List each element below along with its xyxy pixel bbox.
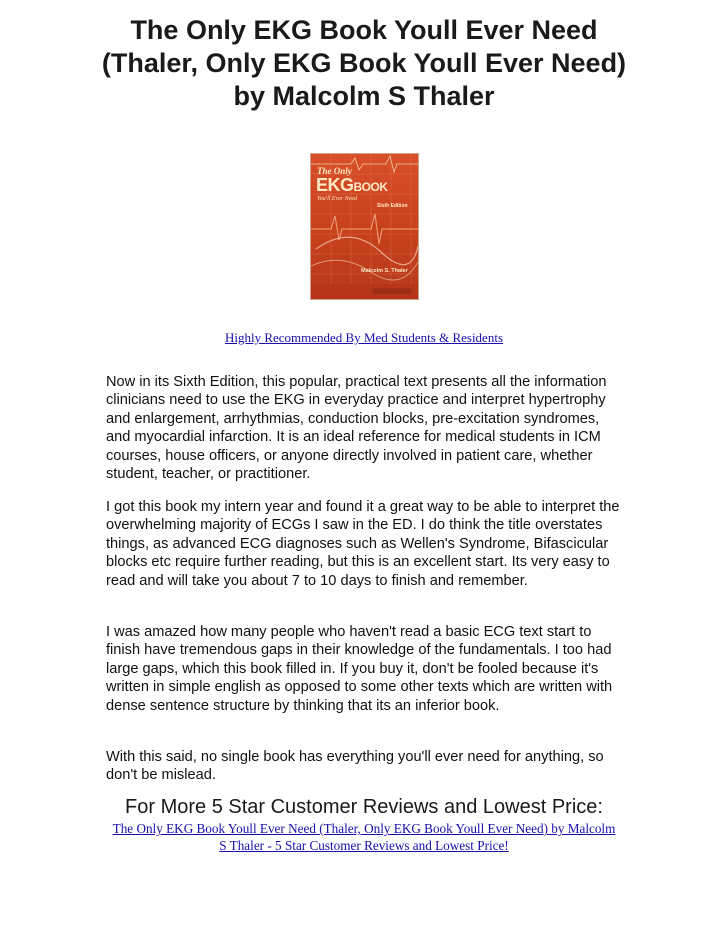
review-paragraph-2: I was amazed how many people who haven't read a basic ECG text start to finish have tremendous gaps in their knowledge of the fundamentals. I too had large gaps, which this book filled in. If you buy it, don't be fooled because it's written in simple english as opposed to some other texts which are written with dense sentence structure by thinking that its an inferior book. — [106, 624, 613, 714]
cover-edition: Sixth Edition — [377, 203, 408, 209]
page-title: The Only EKG Book Youll Ever Need (Thaler, Only EKG Book Youll Ever Need) by Malcolm S Thaler — [101, 15, 627, 111]
review-paragraph: I got this book my intern year and found it a great way to be able to interpret the overwhelming majority of ECGs I saw in the ED. I do think the title overstates things, as advanced ECG diagnoses such as Wellen's Syndrome, Bifascicular blocks etc require further reading, but this is an excellent start. Its very easy to read and will take you about 7 to 10 days to finish and remember. — [106, 499, 620, 589]
more-reviews-heading: For More 5 Star Customer Reviews and Lowest Price: — [125, 796, 603, 818]
recommendation-link[interactable]: Highly Recommended By Med Students & Residents — [224, 330, 504, 345]
cover-author: Malcolm S. Thaler — [361, 268, 408, 274]
cover-ekg-text: EKG — [316, 175, 354, 195]
cover-title-ekg — [316, 175, 388, 196]
cover-title-line3: You'll Ever Need — [317, 196, 358, 202]
book-cover-image — [311, 154, 418, 299]
description-paragraph: Now in its Sixth Edition, this popular, practical text presents all the information clinicians need to use the EKG in everyday practice and interpret hypertrophy and enlargement, arrhythmias, conduction blocks, pre-excitation syndromes, and myocardial infarction. It is an ideal reference for medical students in ICM courses, house officers, or anyone directly involved in patient care, whether student, teacher, or practitioner. — [106, 374, 607, 483]
cover-title-line1: The Only — [317, 166, 352, 176]
ekg-trace-bottom — [311, 214, 418, 244]
cover-book-text: BOOK — [353, 180, 388, 194]
reviews-price-link[interactable]: The Only EKG Book Youll Ever Need (Thaler, Only EKG Book Youll Ever Need) by Malcolm S Thaler - 5 Star Customer Reviews and Lowest Price! — [112, 821, 616, 853]
review-paragraph-3: With this said, no single book has everything you'll ever need for anything, so don't be mislead. — [106, 749, 604, 784]
